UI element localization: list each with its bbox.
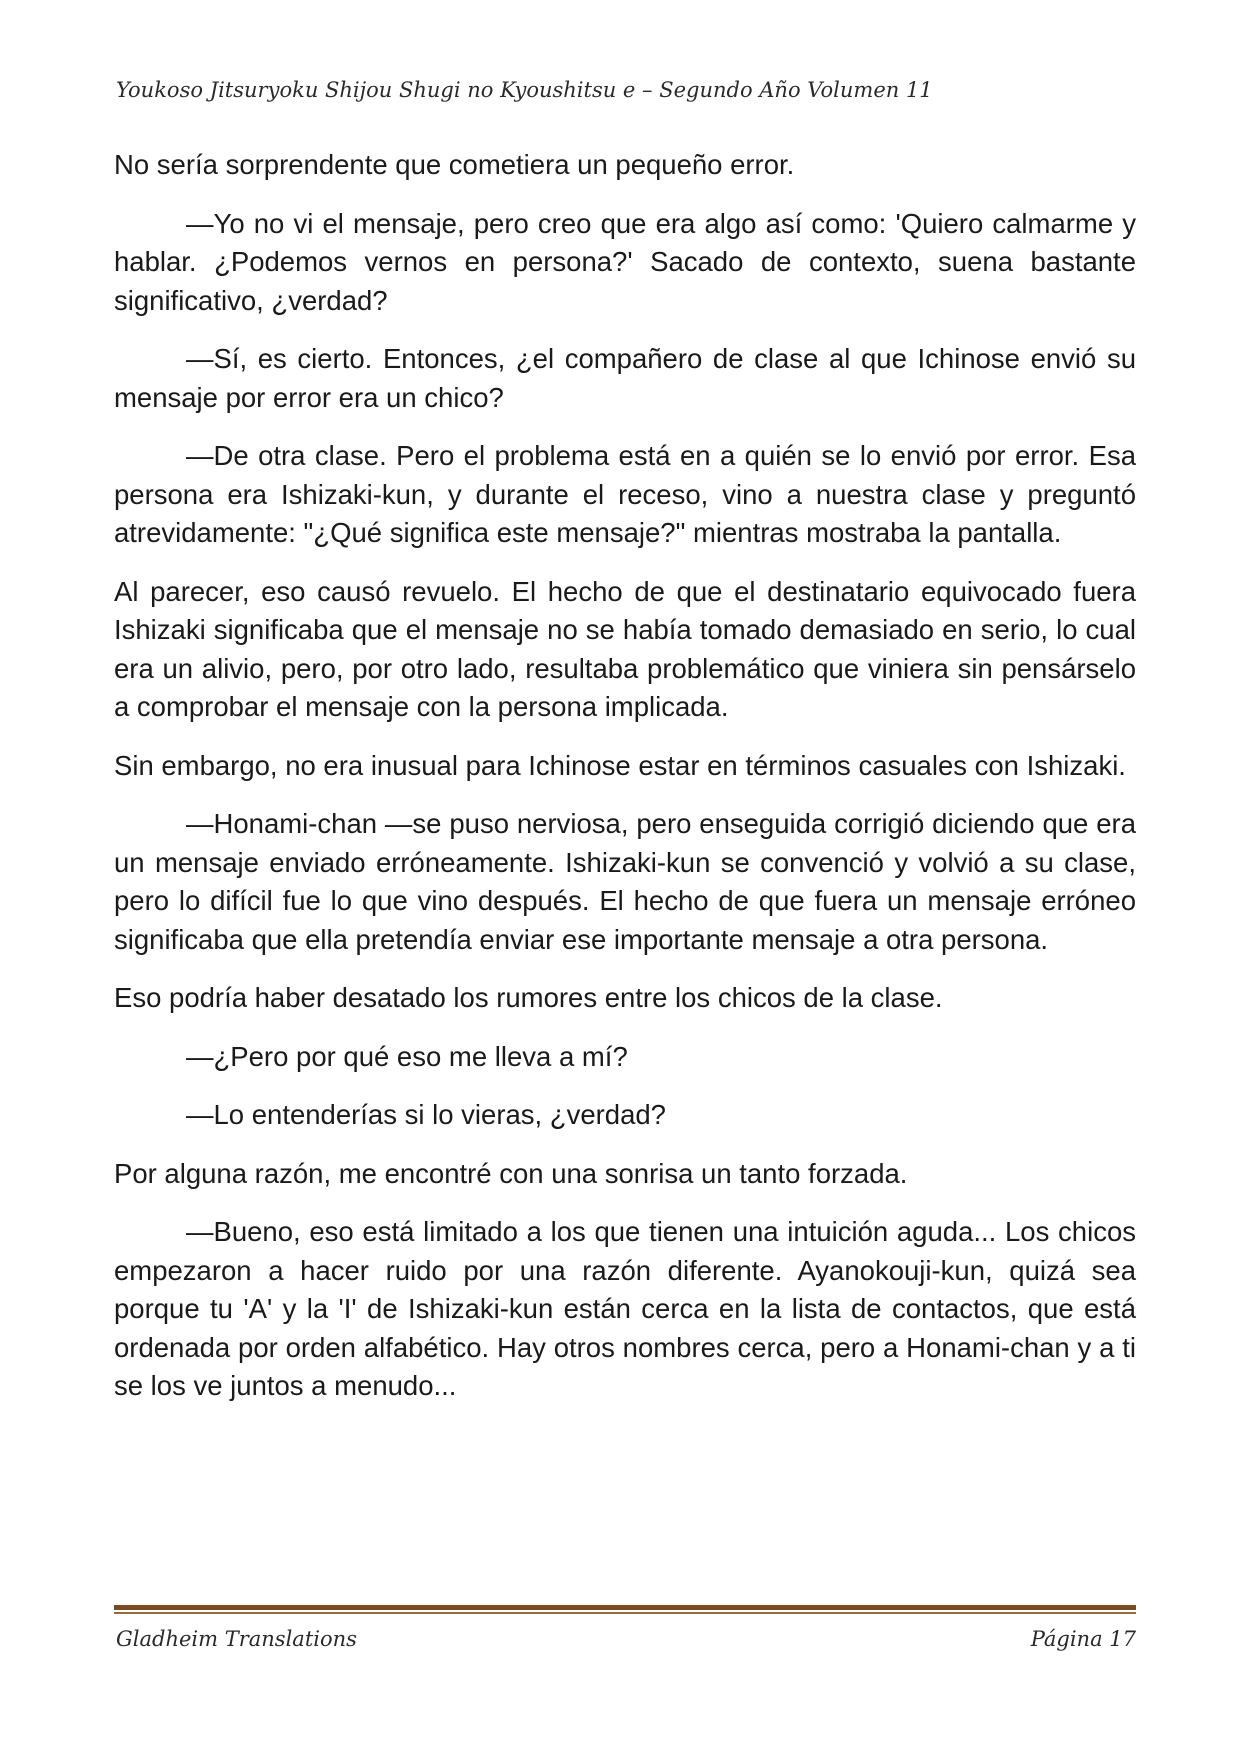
- paragraph: No sería sorprendente que cometiera un pequeño error.: [114, 149, 795, 180]
- page-number: Página 17: [1030, 1627, 1136, 1651]
- footer-divider-thin: [114, 1612, 1136, 1614]
- dialogue-paragraph: —Sí, es cierto. Entonces, ¿el compañero de clase al que Ichinose envió su mensaje por error era un chico?: [114, 343, 1136, 413]
- dialogue-paragraph: —Yo no vi el mensaje, pero creo que era algo así como: 'Quiero calmarme y hablar. ¿Podemos vernos en persona?' Sacado de contexto, suena bastante significativo, ¿verdad?: [114, 207, 1136, 316]
- footer-divider-thick: [114, 1605, 1136, 1610]
- running-header: Youkoso Jitsuryoku Shijou Shugi no Kyoushitsu e – Segundo Año Volumen 11: [116, 78, 933, 102]
- paragraph: Por alguna razón, me encontré con una sonrisa un tanto forzada.: [114, 1157, 908, 1189]
- dialogue-paragraph: —Honami-chan —se puso nerviosa, pero enseguida corrigió diciendo que era un mensaje enviado erróneamente. Ishizaki-kun se convenció y volvió a su clase, pero lo difícil fue lo que vino después. El hecho de que fuera un mensaje erróneo significaba que ella pretendía enviar ese importante mensaje a otra persona.: [114, 808, 1136, 955]
- dialogue-paragraph: —Bueno, eso está limitado a los que tienen una intuición aguda... Los chicos empezaron a hacer ruido por una razón diferente. Ayanokouji-kun, quizá sea porque tu 'A' y la 'I' de Ishizaki-kun están cerca en la lista de contactos, que está ordenada por orden alfabético. Hay otros nombres cerca, pero a Honami-chan y a ti se los ve juntos a menudo...: [114, 1216, 1136, 1401]
- body-text: [114, 146, 1136, 1426]
- dialogue-paragraph: —Lo entenderías si lo vieras, ¿verdad?: [186, 1099, 666, 1130]
- dialogue-paragraph: —De otra clase. Pero el problema está en a quién se lo envió por error. Esa persona era Ishizaki-kun, y durante el receso, vino a nuestra clase y preguntó atrevidamente: "¿Qué significa este mensaje?" mientras mostraba la pantalla.: [114, 440, 1136, 548]
- paragraph: Sin embargo, no era inusual para Ichinose estar en términos casuales con Ishizaki.: [114, 749, 1126, 781]
- paragraph: Al parecer, eso causó revuelo. El hecho de que el destinatario equivocado fuera Ishizaki significaba que el mensaje no se había tomado demasiado en serio, lo cual era un alivio, pero, por otro lado, resultaba problemático que viniera sin pensárselo a comprobar el mensaje con la persona implicada.: [114, 575, 1136, 722]
- footer-credit: Gladheim Translations: [116, 1627, 357, 1651]
- paragraph: Eso podría haber desatado los rumores entre los chicos de la clase.: [114, 982, 943, 1013]
- dialogue-paragraph: —¿Pero por qué eso me lleva a mí?: [186, 1040, 628, 1072]
